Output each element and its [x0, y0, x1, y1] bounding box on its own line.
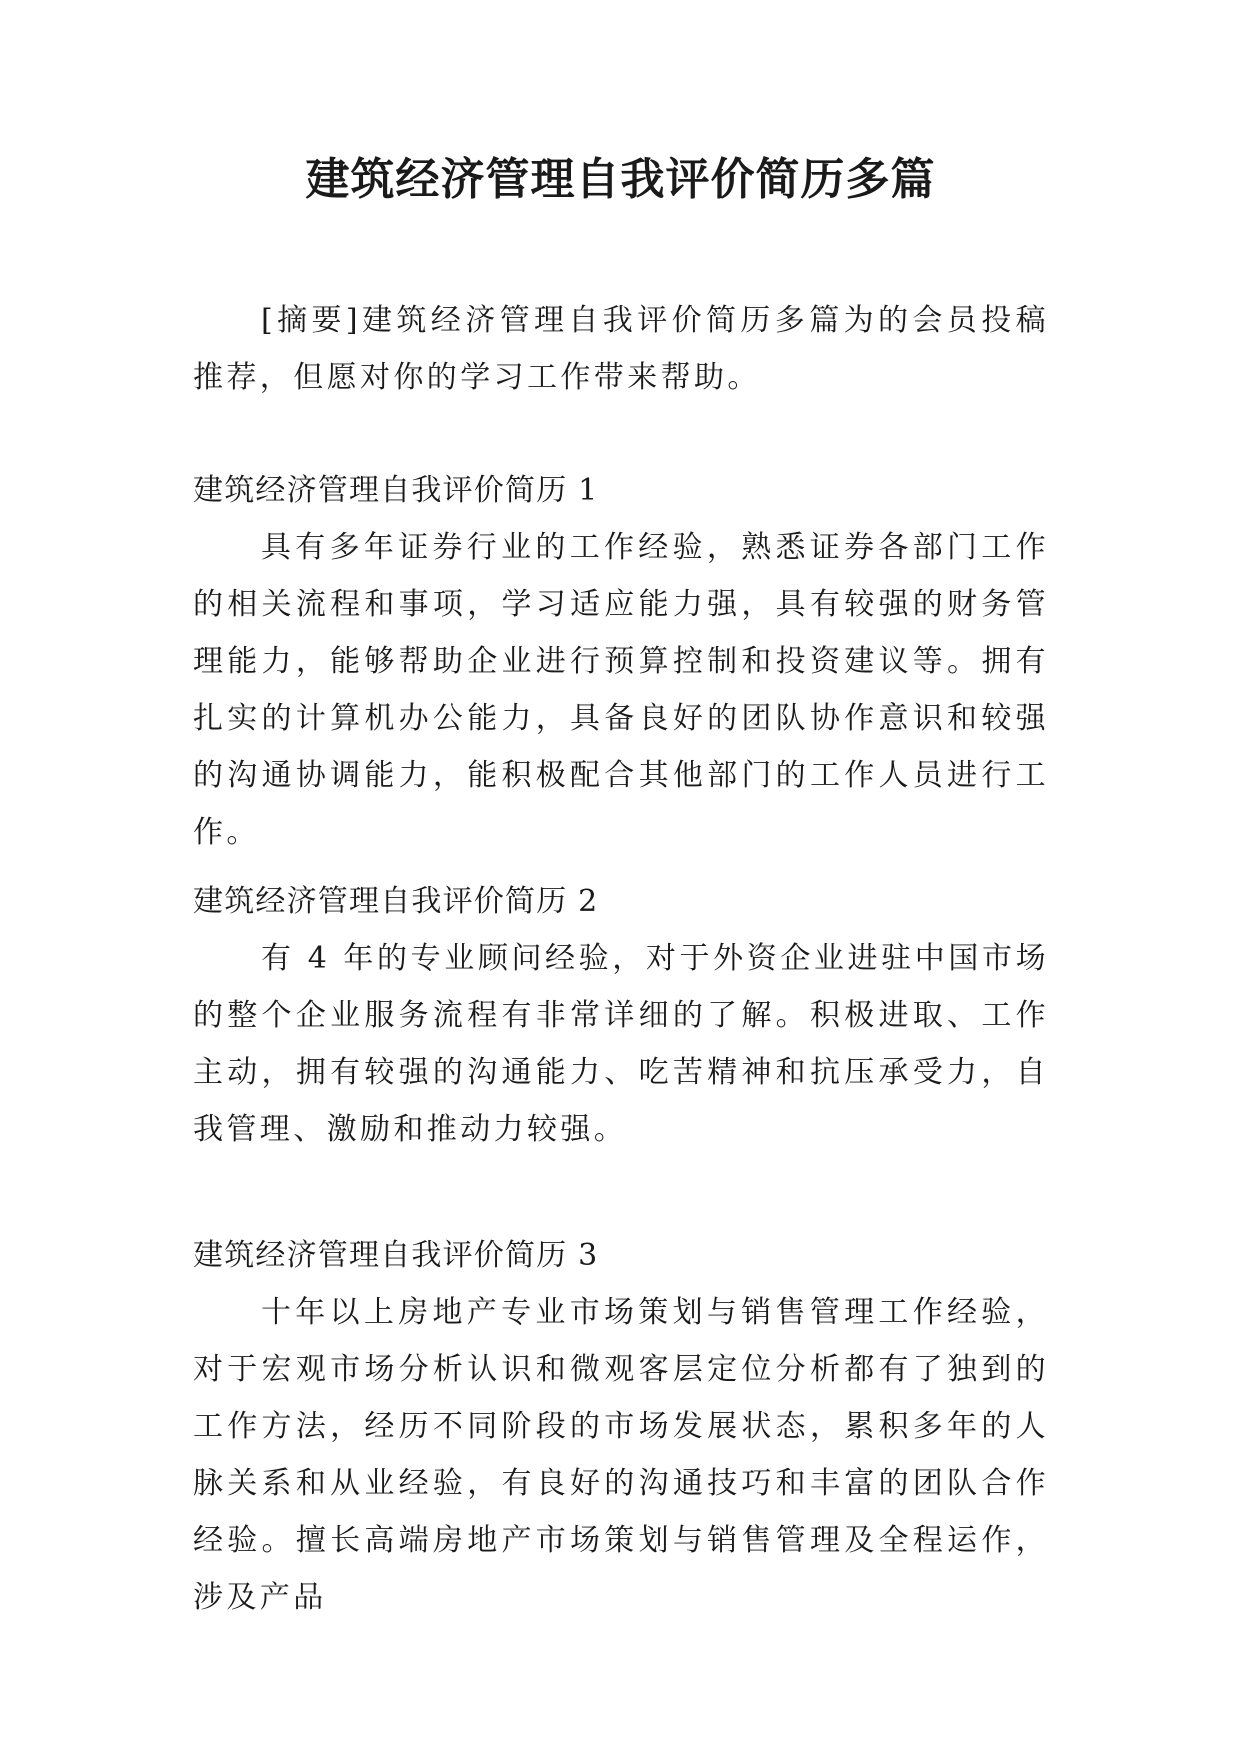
- section-body-1: 具有多年证券行业的工作经验，熟悉证券各部门工作的相关流程和事项，学习适应能力强，具有较强的财务管理能力，能够帮助企业进行预算控制和投资建议等。拥有扎实的计算机办公能力，具备良好的团队协作意识和较强的沟通协调能力，能积极配合其他部门的工作人员进行工作。: [193, 530, 1049, 850]
- section-heading-2: 建筑经济管理自我评价简历 2: [193, 884, 599, 919]
- section-heading-3: 建筑经济管理自我评价简历 3: [193, 1238, 599, 1273]
- section-heading-1: 建筑经济管理自我评价简历 1: [193, 473, 599, 508]
- section-body-2: 有 4 年的专业顾问经验，对于外资企业进驻中国市场的整个企业服务流程有非常详细的了解。积极进取、工作主动，拥有较强的沟通能力、吃苦精神和抗压承受力，自我管理、激励和推动力较强。: [193, 941, 1049, 1147]
- document-title: 建筑经济管理自我评价简历多篇: [305, 154, 936, 205]
- abstract-paragraph: [摘要]建筑经济管理自我评价简历多篇为的会员投稿推荐，但愿对你的学习工作带来帮助。: [193, 303, 1049, 395]
- section-body-3: 十年以上房地产专业市场策划与销售管理工作经验，对于宏观市场分析认识和微观客层定位分析都有了独到的工作方法，经历不同阶段的市场发展状态，累积多年的人脉关系和从业经验，有良好的沟通技巧和丰富的团队合作经验。擅长高端房地产市场策划与销售管理及全程运作，涉及产品: [193, 1295, 1049, 1615]
